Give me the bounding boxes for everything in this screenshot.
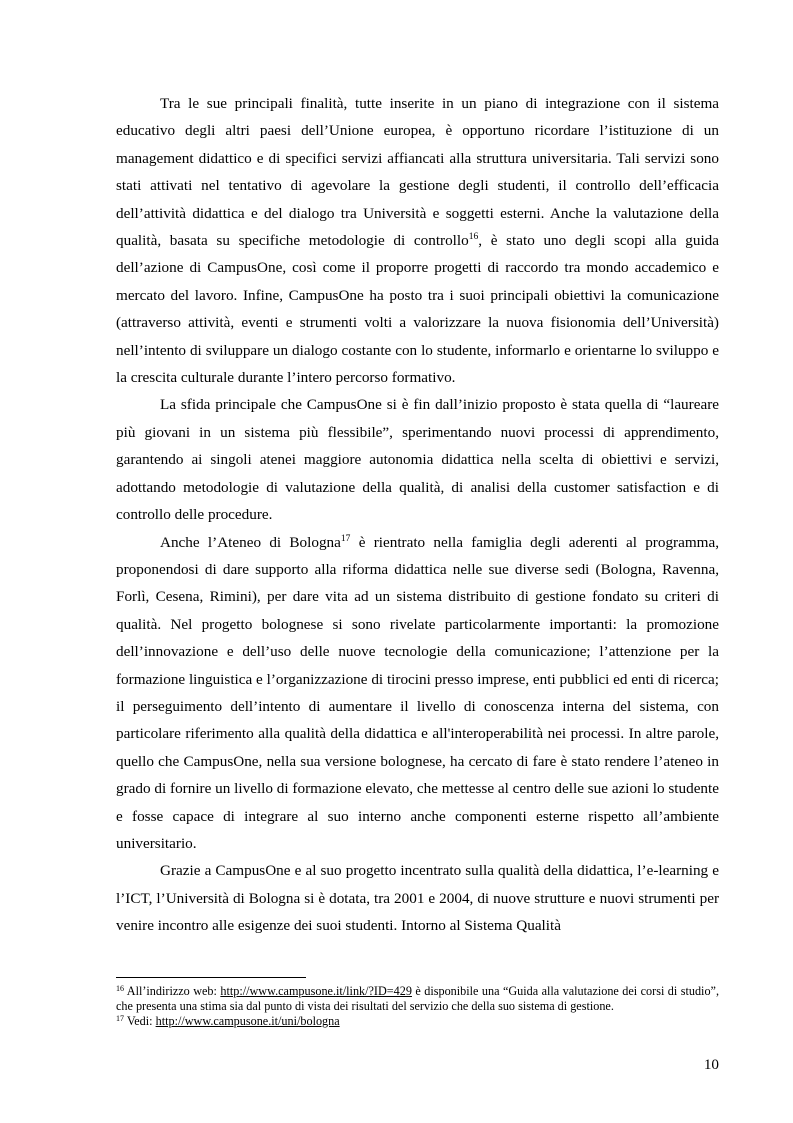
- footnote-16-link[interactable]: http://www.campusone.it/link/?ID=429: [220, 984, 412, 998]
- paragraph-1-text-b: , è stato uno degli scopi alla guida dell’azione di CampusOne, così come il proporre progetti di raccordo tra mondo accademico e mercato del lavoro. Infine, CampusOne ha posto tra i suoi principali obiettivi la: [116, 232, 720, 304]
- paragraph-2: [116, 391, 719, 528]
- paragraph-3-separator-2: ,: [715, 560, 720, 578]
- footnotes: [116, 984, 719, 1029]
- paragraph-1-text-a: Tra le sue principali finalità, tutte inserite in un piano di integrazione con il sistema educativo degli altri paesi dell’Unione europea, è opportuno ricordare l’istituzione di un management didattico e di specifici servizi affiancati alla struttura universitaria. Tali servizi sono stati attivati nel tentativo di agevolare la gestione degli studenti, il controllo dell’efficacia dell’attività didattica e del dialogo tra Università e soggetti esterni. Anche la valutazione della qualità, basata su specifiche metodologie di controllo: [116, 95, 719, 250]
- body-text: [116, 90, 719, 940]
- paragraph-3-text-c: ), per dare vita ad un sistema distribuito di gestione fondato su criteri di qualità. Nel progetto bolognese si sono rivelate particolarmente importanti: la promozione dell’innovazione e dell’uso delle nuove tecnologie della comunicazione; l’attenzione per la formazione linguistica e l’organizzazione di tirocini presso imprese, enti pubblici ed enti di ricerca; il perseguimento dell’intento di aumentare il livello di conoscenza interna del sistema, con particolare riferimento alla qualità della didattica e all'interoperabilità nei processi. In altre parole, quello che CampusOne, nella sua versione bolognese, ha cercato di fare è stato rendere l’ateneo in grado di fornire un livello di formazione elevato, che mettesse al centro delle sue azioni lo studente e fosse capace di integrare al suo interno anche componenti esterne rispetto all’ambiente universitario.: [116, 588, 719, 852]
- paragraph-4-text-b: e l’ICT, l’Università di Bologna si è dotata, tra 2001 e 2004, di nuove strutture e nuovi strumenti per venire incontro alle esigenze dei suoi studenti. Intorno al Sistema Qualità: [116, 862, 719, 935]
- paragraph-4-text-a: Grazie a CampusOne e al suo progetto incentrato sulla qualità della didattica, l’: [160, 862, 647, 880]
- page-number: 10: [703, 1056, 719, 1073]
- footnote-17-number: 17: [116, 1014, 124, 1023]
- paragraph-3-emphasis-bologna: Bologna: [600, 560, 653, 578]
- footnote-17-text-a: Vedi:: [124, 1014, 156, 1028]
- paragraph-2-text-b: e di controllo delle procedure.: [116, 478, 719, 524]
- paragraph-2-emphasis: customer satisfaction: [554, 478, 687, 496]
- footnote-17-link[interactable]: http://www.campusone.it/uni/bologna: [155, 1014, 340, 1028]
- paragraph-1-text-c: (attraverso attività, eventi e strumenti volti a valorizzare la nuova fisionomia dell’Università) nell’intento di sviluppare un dialogo costante con lo studente, informarlo e orientarne lo sviluppo e la crescita culturale durante l’intero percorso formativo.: [116, 314, 719, 387]
- paragraph-3-emphasis-ravenna: Ravenna: [662, 560, 716, 578]
- paragraph-4: [116, 857, 719, 939]
- footnote-16-number: 16: [116, 984, 124, 993]
- footnote-separator: [116, 977, 306, 978]
- footnote-ref-17[interactable]: 17: [340, 533, 351, 544]
- paragraph-3-text-a: Anche l’Ateneo di Bologna: [160, 533, 341, 551]
- paragraph-3-separator-1: ,: [652, 560, 663, 578]
- footnote-17: [116, 1014, 719, 1029]
- footnote-16: [116, 984, 719, 1014]
- paragraph-3: [116, 529, 719, 858]
- paragraph-2-text-a: La sfida principale che CampusOne si è fin dall’inizio proposto è stata quella di “laureare più giovani in un sistema più flessibile”, sperimentando nuovi processi di apprendimento, garantendo ai singoli atenei maggiore autonomia didattica nella scelta di obiettivi e servizi, adottando metodologie di valutazione della qualità, di analisi della: [116, 396, 719, 496]
- footnote-16-text-a: All’indirizzo web:: [124, 984, 221, 998]
- paragraph-3-text-b: è rientrato nella famiglia degli aderenti al programma, proponendosi di dare supporto alla riforma didattica nelle sue diverse sedi (: [116, 533, 719, 578]
- paragraph-4-emphasis: e-learning: [646, 862, 709, 880]
- footnote-ref-16[interactable]: 16: [468, 232, 479, 243]
- paragraph-1-emphasis: comunicazione: [627, 286, 719, 304]
- paragraph-3-emphasis-sedi: Forlì, Cesena, Rimini: [116, 588, 252, 606]
- footnote-16-text-b: è disponibile una “Guida alla valutazione dei corsi di studio”, che presenta una stima sia dal punto di vista dei risultati del servizio che della suo sistema di gestione.: [116, 984, 719, 1013]
- paragraph-1: [116, 90, 719, 391]
